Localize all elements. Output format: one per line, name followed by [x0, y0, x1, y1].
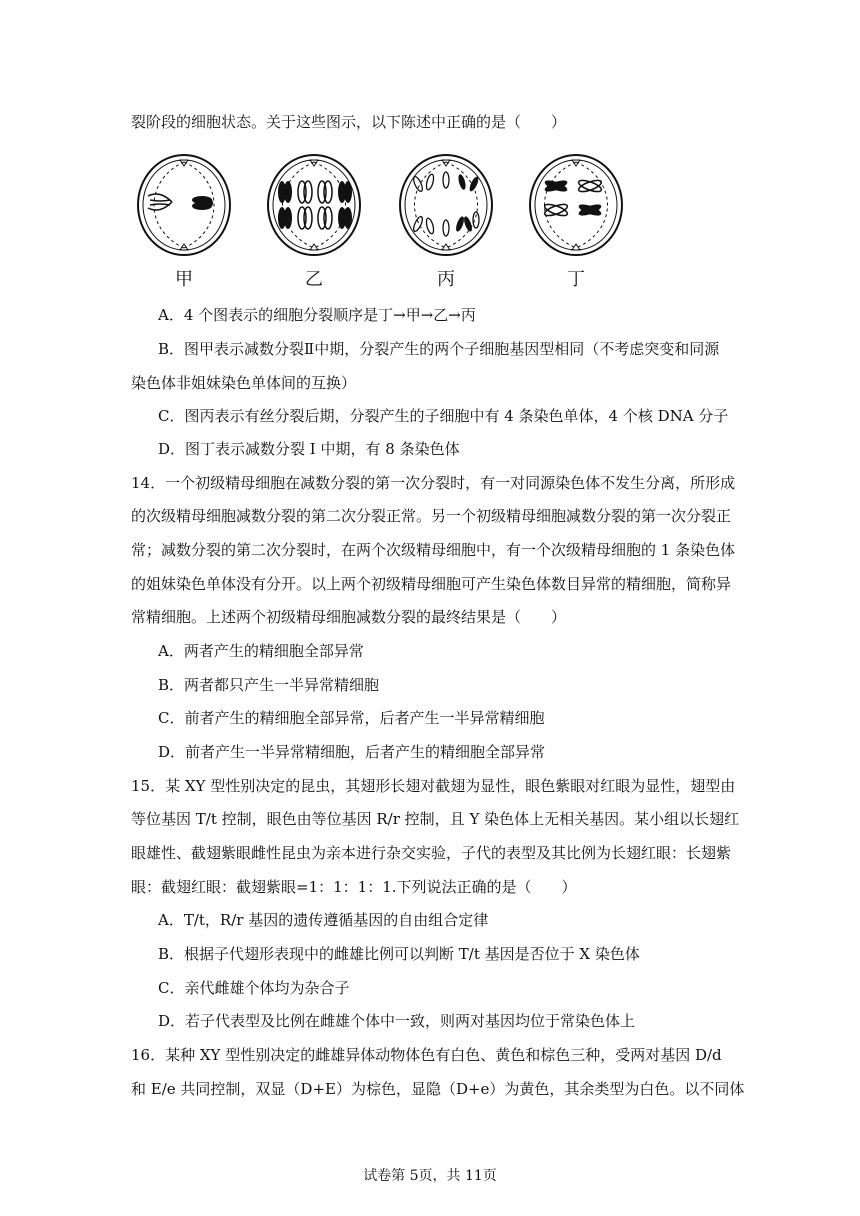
q15-option-d: D．若子代表型及比例在雌雄个体中一致，则两对基因均位于常染色体上 [158, 1012, 636, 1030]
q14-option-c: C．前者产生的精细胞全部异常，后者产生一半异常精细胞 [158, 709, 545, 727]
q13-option-d: D．图丁表示减数分裂 I 中期，有 8 条染色体 [158, 440, 460, 458]
q14-stem-line-5: 常精细胞。上述两个初级精母细胞减数分裂的最终结果是（ ） [131, 608, 567, 626]
q14-stem-line-2: 的次级精母细胞减数分裂的第二次分裂正常。另一个初级精母细胞减数分裂的第一次分裂正 [131, 507, 732, 525]
q14-option-b: B．两者都只产生一半异常精细胞 [158, 676, 380, 694]
figure-label-jia: 甲 [175, 269, 193, 290]
q14-option-a: A．两者产生的精细胞全部异常 [158, 642, 364, 660]
q15-stem-line-3: 眼雄性、截翅紫眼雌性昆虫为亲本进行杂交实验，子代的表型及其比例为长翅红眼：长翅紫 [131, 844, 732, 862]
q13-option-c: C．图丙表示有丝分裂后期，分裂产生的子细胞中有 4 条染色单体，4 个核 DNA 分子 [158, 407, 729, 425]
intro-line: 裂阶段的细胞状态。关于这些图示，以下陈述中正确的是（ ） [131, 113, 567, 131]
q15-option-b: B．根据子代翅形表现中的雌雄比例可以判断 T/t 基因是否位于 X 染色体 [158, 945, 640, 963]
q14-stem-line-1: 14．一个初级精母细胞在减数分裂的第一次分裂时，有一对同源染色体不发生分离，所形成 [131, 474, 736, 492]
cell-figures [130, 150, 730, 290]
q14-option-d: D．前者产生一半异常精细胞，后者产生的精细胞全部异常 [158, 743, 546, 761]
cell-ding-drawing [526, 150, 626, 260]
q13-option-a: A．4 个图表示的细胞分裂顺序是丁→甲→乙→丙 [158, 306, 476, 324]
q15-stem-line-1: 15．某 XY 型性别决定的昆虫，其翅形长翅对截翅为显性，眼色紫眼对红眼为显性，翅型由 [131, 777, 736, 795]
q13-option-b: B．图甲表示减数分裂Ⅱ中期，分裂产生的两个子细胞基因型相同（不考虑突变和同源 [158, 340, 720, 358]
q15-stem-line-4: 眼：截翅红眼：截翅紫眼=1：1：1：1.下列说法正确的是（ ） [131, 878, 577, 896]
cell-bing-drawing [396, 150, 496, 260]
q13-option-b-cont: 染色体非姐妹染色单体间的互换） [131, 374, 357, 392]
figure-ding [526, 150, 626, 290]
figure-jia [134, 150, 234, 290]
figure-yi [264, 150, 364, 290]
q16-stem-line-1: 16．某种 XY 型性别决定的雌雄异体动物体色有白色、黄色和棕色三种，受两对基因 D/d [131, 1046, 722, 1064]
cell-yi-drawing [264, 150, 364, 260]
figure-label-bing: 丙 [437, 269, 455, 290]
q15-option-a: A．T/t，R/r 基因的遗传遵循基因的自由组合定律 [158, 911, 489, 929]
q15-stem-line-2: 等位基因 T/t 控制，眼色由等位基因 R/r 控制，且 Y 染色体上无相关基因。某小组以长翅红 [131, 810, 740, 828]
q14-stem-line-3: 常；减数分裂的第二次分裂时，在两个次级精母细胞中，有一个次级精母细胞的 1 条染色体 [131, 541, 736, 559]
q15-option-c: C．亲代雌雄个体均为杂合子 [158, 979, 350, 997]
figure-bing [396, 150, 496, 290]
cell-jia-drawing [134, 150, 234, 260]
q16-stem-line-2: 和 E/e 共同控制，双显（D+E）为棕色，显隐（D+e）为黄色，其余类型为白色。以不同体 [131, 1080, 745, 1098]
figure-label-yi: 乙 [305, 269, 323, 290]
figure-label-ding: 丁 [567, 269, 585, 290]
page-footer: 试卷第 5页，共 11页 [363, 1168, 497, 1184]
q14-stem-line-4: 的姐妹染色单体没有分开。以上两个初级精母细胞可产生染色体数目异常的精细胞，简称异 [131, 575, 732, 593]
